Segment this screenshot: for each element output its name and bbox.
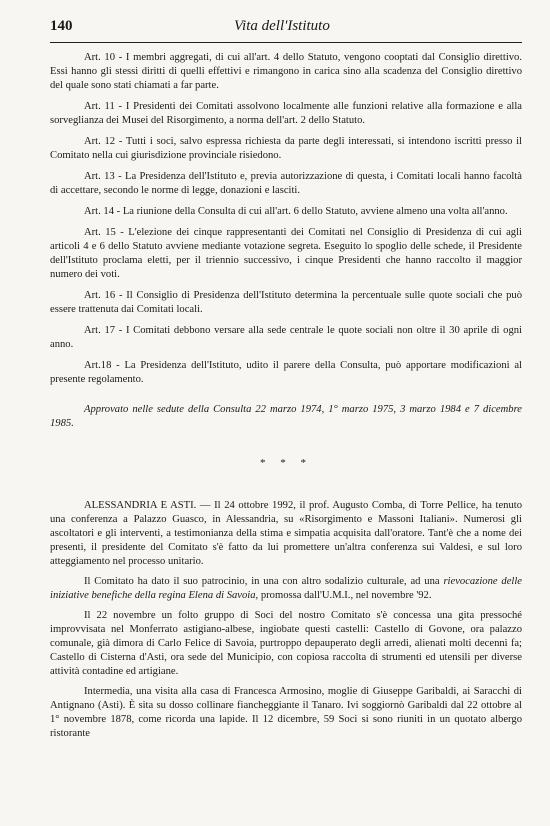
news-section bbox=[50, 499, 522, 741]
news-paragraph-text: Il 24 ottobre 1992, il prof. Augusto Comba, di Torre Pellice, ha tenuto una conferenza a Palazzo Guasco, in Alessandria, su «Risorgimento e Massoni Italiani». Numerosi gli ascoltatori e gli interventi, a testimonianza della stima e simpatia acquisita dall'oratore. Tant'è che a nome dei presenti, il presidente del Comitato s'è fatto da lui promettere un'altra conferenza sui Valdesi, e sul loro atteggiamento nel processo unitario. bbox=[50, 500, 522, 567]
article-17: Art. 17 - I Comitati debbono versare alla sede centrale le quote sociali non oltre il 30 aprile di ogni anno. bbox=[50, 325, 522, 350]
news-paragraph: Il 22 novembre un folto gruppo di Soci del nostro Comitato s'è concessa una gita pressoché improvvisata nel Monferrato astigiano-albese, ingiobate questi castelli: Castello di Govone, ora palazzo comunale, già dimora di Carlo Felice di Savoia, purtroppo depauperato degli arredi, alienati molti decenni fa; Castello di Cisterna d'Asti, ora sede del Municipio, con copiosa raccolta di strumenti ed utensili per diverse attività contadine ed artigiane. bbox=[50, 610, 522, 677]
article-10: Art. 10 - I membri aggregati, di cui all'art. 4 dello Statuto, vengono cooptati dal Consiglio direttivo. Essi hanno gli stessi diritti di quelli effettivi e rimangono in carica sino alla scadenza del Consiglio direttivo del quale sono stati chiamati a far parte. bbox=[50, 52, 522, 91]
page-header bbox=[50, 18, 522, 40]
news-paragraph bbox=[50, 499, 522, 569]
news-paragraph: Intermedia, una visita alla casa di Francesca Armosino, moglie di Giuseppe Garibaldi, ai Saracchi di Antignano (Asti). È sita su dosso collinare fiancheggiante il Tanaro. Ivi soggiornò Garibaldi dal 22 ottobre al 1° novembre 1878, come ricorda una lapide. Il 12 dicembre, 59 Soci si sono riuniti in un quotato albergo ristorante bbox=[50, 686, 522, 739]
news-italic-text: rievocazione delle iniziative benefiche della regina Elena di Savoia, bbox=[50, 576, 522, 601]
news-paragraph bbox=[50, 575, 522, 603]
article-12: Art. 12 - Tutti i soci, salvo espressa richiesta da parte degli interessati, si intendono iscritti presso il Comitato nella cui giurisdizione provinciale risiedono. bbox=[50, 136, 522, 161]
page-number: 140 bbox=[50, 18, 73, 34]
news-paragraph-text: promossa dall'U.M.I., nel novembre '92. bbox=[258, 590, 432, 601]
running-head: Vita dell'Istituto bbox=[234, 18, 330, 34]
header-rule bbox=[50, 42, 522, 43]
article-15: Art. 15 - L'elezione dei cinque rappresentanti dei Comitati nel Consiglio di Presidenza di cui agli articoli 4 e 6 dello Statuto avviene mediante votazione segreta. Eseguito lo spoglio delle schede, il Presidente dell'Istituto proclama eletti, per il triennio successivo, i cinque Presidenti che hanno raccolto il maggior numero dei voti. bbox=[50, 227, 522, 280]
article-14: Art. 14 - La riunione della Consulta di cui all'art. 6 dello Statuto, avviene almeno una volta all'anno. bbox=[84, 206, 508, 217]
article-11: Art. 11 - I Presidenti dei Comitati assolvono localmente alle funzioni relative alla formazione e alla sorveglianza dei Musei del Risorgimento, a norma dell'art. 2 dello Statuto. bbox=[50, 101, 522, 126]
article-13: Art. 13 - La Presidenza dell'Istituto e, previa autorizzazione di questa, i Comitati locali hanno facoltà di accettare, secondo le norme di legge, donazioni e lasciti. bbox=[50, 171, 522, 196]
section-separator: * * * bbox=[260, 457, 312, 469]
news-place-heading: ALESSANDRIA E ASTI. — bbox=[84, 500, 211, 511]
article-16: Art. 16 - Il Consiglio di Presidenza dell'Istituto determina la percentuale sulle quote sociali che può essere trattenuta dai Comitati locali. bbox=[50, 290, 522, 315]
news-paragraph-text: Il Comitato ha dato il suo patrocinio, in una con altro sodalizio culturale, ad una bbox=[84, 576, 444, 587]
approval-note: Approvato nelle sedute della Consulta 22 marzo 1974, 1° marzo 1975, 3 marzo 1984 e 7 dicembre 1985. bbox=[50, 404, 522, 429]
article-18: Art.18 - La Presidenza dell'Istituto, udito il parere della Consulta, può apportare modificazioni al presente regolamento. bbox=[50, 360, 522, 385]
articles-section bbox=[50, 51, 522, 387]
